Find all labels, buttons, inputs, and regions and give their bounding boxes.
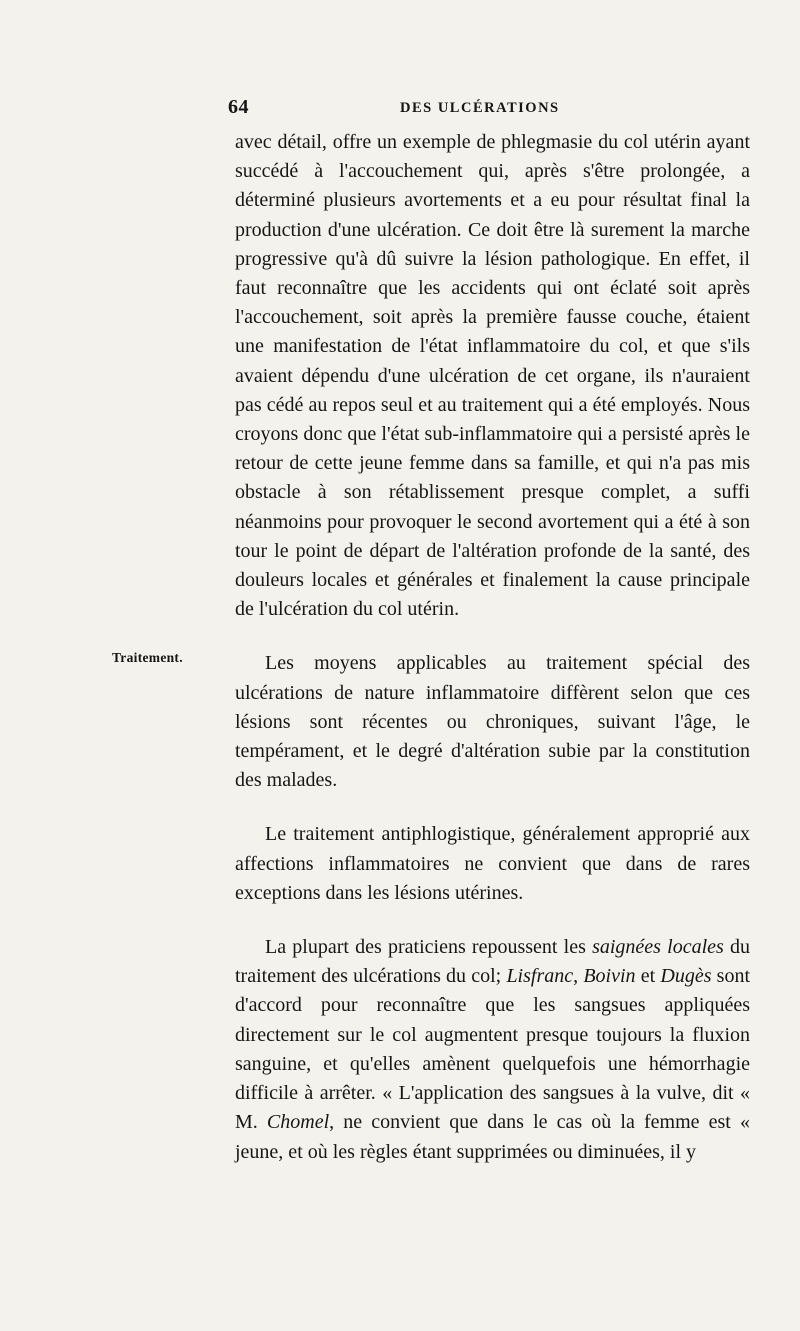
author-name-lisfranc: Lisfranc — [506, 965, 574, 988]
margin-note-treatment: Traitement. — [112, 650, 183, 665]
paragraph-gap — [235, 795, 750, 820]
paragraph-1: avec détail, offre un exemple de phlegmasie du col utérin ayant succédé à l'accouchement qui, après s'être prolongée, a déterminé plusieurs avortements et a eu pour résultat final la production d'une ulcération. Ce doit être là surement la marche progressive qu'à dû suivre la lésion pathologique. En effet, il faut reconnaître que les accidents qui ont éclaté soit après l'accouchement, soit après la première fausse couche, étaient une manifestation de l'état inflammatoire du col, et que s'ils avaient dépendu d'une ulcération de cet organe, ils n'auraient pas cédé au repos seul et au traitement qui a été employés. Nous croyons donc que l'état sub-inflammatoire qui a persisté après le retour de cette jeune femme dans sa famille, et qui n'a pas mis obstacle à son rétablissement presque complet, a suffi néanmoins pour provoquer le second avortement qui a été à son tour le point de départ de l'altération profonde de la santé, des douleurs locales et générales et finalement la cause principale de l'ulcération du col utérin. — [235, 131, 750, 621]
body-text — [235, 128, 750, 1167]
author-name-duges: Dugès — [660, 965, 712, 988]
paragraph-4-text: La plupart des praticiens repoussent les — [265, 936, 593, 959]
paragraph-4 — [235, 933, 750, 1167]
author-name-boivin: Boivin — [583, 965, 636, 988]
paragraph-4-text: , — [573, 965, 584, 988]
paragraph-4-text: sont d'accord pour reconnaître que les sangsues appliquées directement sur le col augmentent presque toujours la fluxion sanguine, et qu'elles amènent quelquefois une hémorrhagie difficile à arrêter. « L'application des sangsues à la vulve, dit « M. — [235, 965, 751, 1134]
paragraph-4-text: et — [635, 965, 661, 988]
running-head — [0, 96, 800, 126]
paragraph-2: Les moyens applicables au traitement spécial des ulcérations de nature inflammatoire diffèrent selon que ces lésions sont récentes ou chroniques, suivant l'âge, le tempérament, et le degré d'altération subie par la constitution des malades. — [235, 652, 750, 792]
running-title: DES ULCÉRATIONS — [400, 100, 560, 116]
author-name-chomel: Chomel — [266, 1111, 330, 1134]
paragraph-gap — [235, 624, 750, 649]
italic-term-saignees-locales: saignées locales — [592, 936, 724, 959]
paragraph-3: Le traitement antiphlogistique, généralement approprié aux affections inflammatoires ne convient que dans de rares exceptions dans les lésions utérines. — [235, 823, 750, 904]
paragraph-gap — [235, 908, 750, 933]
page-number: 64 — [228, 96, 249, 118]
paragraph-4-text: du traitement des ulcérations du col; — [235, 936, 751, 988]
paragraph-4-text: , ne convient que dans le cas où la femme est « jeune, et où les règles étant supprimées ou diminuées, il y — [235, 1111, 750, 1163]
